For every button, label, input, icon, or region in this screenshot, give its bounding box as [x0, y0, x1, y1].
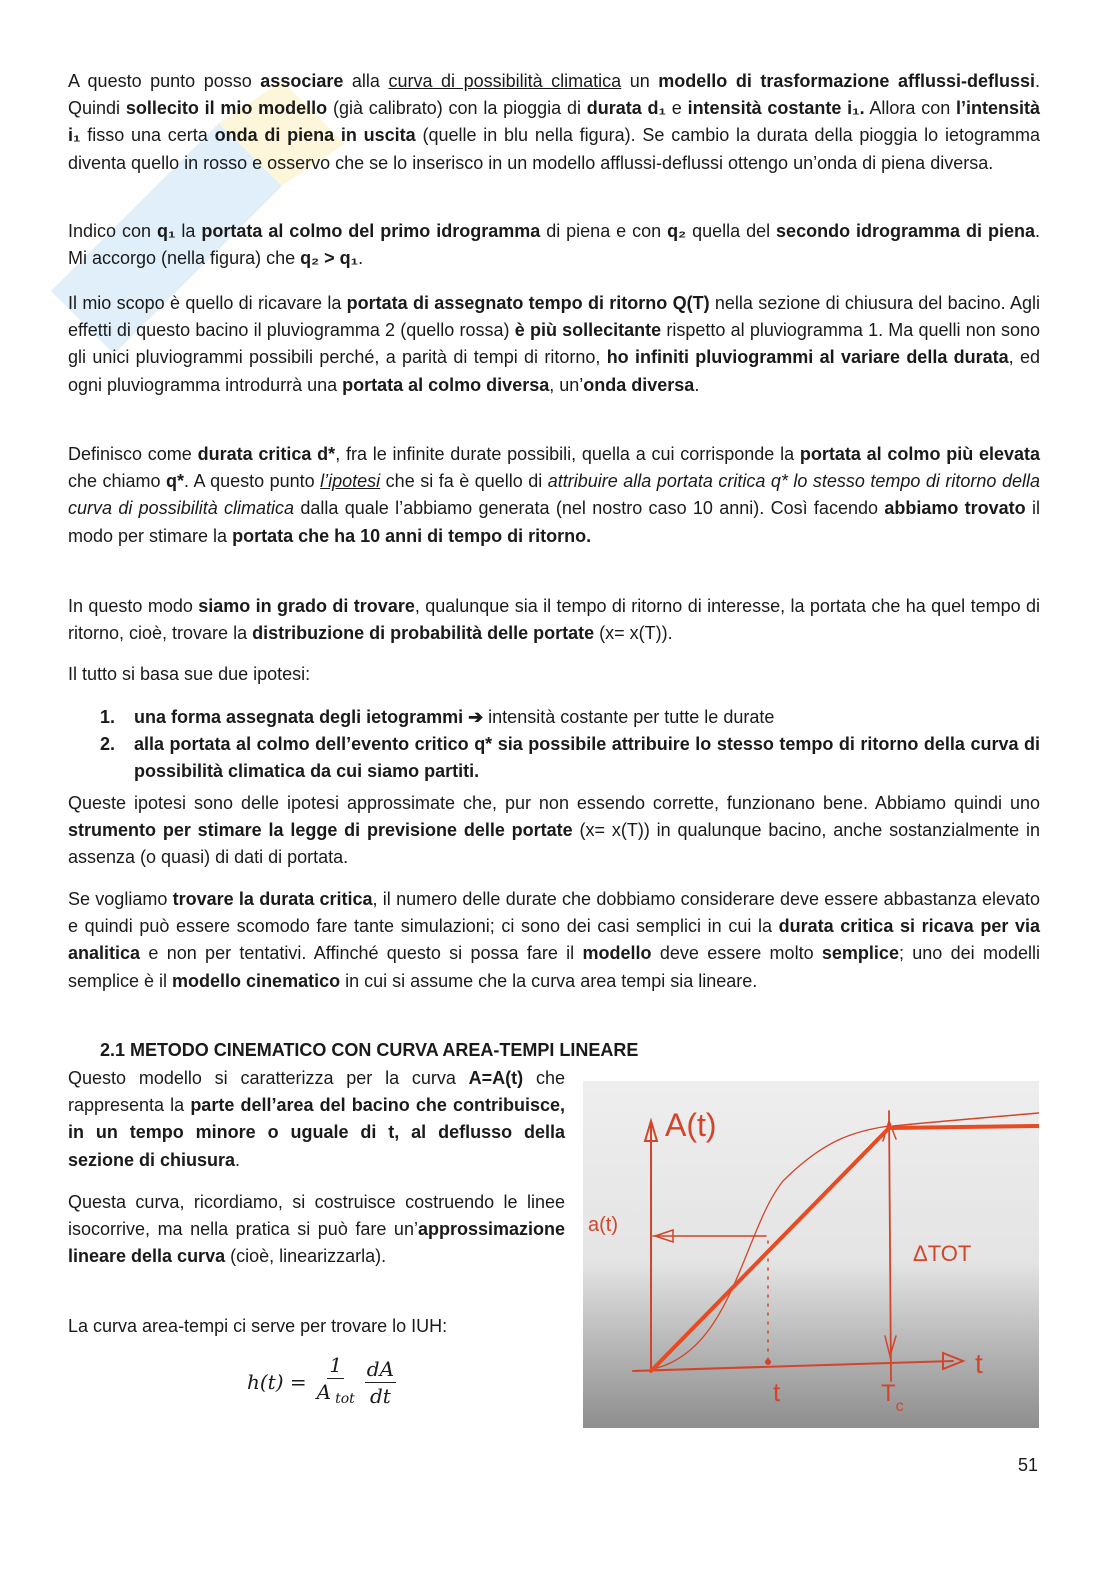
bold-text: durata critica d*: [197, 444, 336, 464]
bold-text: secondo idrogramma di piena: [776, 221, 1035, 241]
text-run: un: [621, 71, 659, 91]
text-run: (x= x(T)) in qualunque bacino, anche sostanzialmente in assenza (o quasi) di dati di portata.: [68, 820, 1040, 868]
bold-text: q₁: [156, 221, 176, 241]
page-number: 51: [1018, 1455, 1039, 1475]
bold-text: modello: [582, 943, 652, 964]
text-run: Definisco come: [68, 444, 198, 464]
bold-text: durata d₁: [586, 98, 666, 119]
text-run: , il numero delle durate che dobbiamo considerare deve essere abbastanza elevato e quindi può essere scomodo fare tante simulazioni; ci sono dei casi semplici in cui la: [68, 889, 1040, 937]
t-marker: [766, 1360, 771, 1365]
text-run: alla: [343, 71, 389, 91]
t-mark-label: t: [773, 1377, 781, 1407]
paragraph-curva-area: [68, 1065, 565, 1174]
list-item-text: [134, 734, 1040, 781]
bold-text: siamo in grado di trovare: [198, 596, 415, 616]
bold-text: onda di piena in uscita: [214, 125, 416, 146]
total-area-label: ΔTOT: [913, 1241, 972, 1266]
text-run: (quelle in blu nella figura). Se cambio la durata della pioggia lo ietogramma diventa quello in rosso e osservo che se lo inserisco in un modello afflussi-deflussi ottengo un’onda di piena diversa.: [68, 125, 1040, 173]
bold-text: l’intensità i₁: [68, 98, 1041, 146]
text-run: , qualunque sia il tempo di ritorno di interesse, la portata che ha quel tempo di ritorno, cioè, trovare la: [68, 596, 1040, 644]
paragraph-distribuzione: [68, 593, 1040, 647]
bold-text: portata che ha 10 anni di tempo di ritorno.: [232, 525, 592, 546]
bold-text: sollecito il mio modello: [125, 98, 328, 119]
text-run: e: [665, 98, 688, 119]
bold-text: semplice: [821, 943, 899, 964]
denominator-symbol: A: [316, 1380, 332, 1404]
bold-text: ho infiniti pluviogrammi al variare della durata: [606, 347, 1009, 368]
text-run: (x= x(T)).: [594, 623, 673, 644]
text-run: Queste ipotesi sono delle ipotesi approssimate che, pur non essendo corrette, funzionano bene. Abbiamo quindi uno: [68, 793, 1040, 813]
bold-text: portata di assegnato tempo di ritorno Q(T): [346, 293, 710, 313]
text-run: Questa curva, ricordiamo, si costruisce costruendo le linee isocorrive, ma nella pratica si può fare un’: [68, 1192, 565, 1240]
list-number: 2.: [100, 734, 116, 755]
text-run: . A questo punto: [184, 471, 321, 492]
text-run: di piena e con: [540, 221, 668, 241]
bold-text: intensità costante i₁.: [687, 98, 865, 119]
text-run: La curva area-tempi ci serve per trovare lo IUH:: [68, 1316, 448, 1336]
bold-text: portata al colmo più elevata: [799, 444, 1041, 464]
list-item: [100, 704, 1040, 731]
section-heading: 2.1 METODO CINEMATICO CON CURVA AREA-TEMPI LINEARE: [100, 1040, 639, 1060]
bold-text: onda diversa: [583, 374, 695, 395]
bold-text: portata al colmo diversa: [342, 374, 550, 395]
text-run: ; uno dei modelli semplice è il: [68, 943, 1040, 991]
text-run: e non per tentativi. Affinché questo si possa fare il: [140, 943, 583, 964]
bold-text: alla portata al colmo dell’evento critico q* sia possibile attribuire lo stesso tempo di ritorno della curva di possibilità climatica da cui siamo partiti.: [134, 734, 1040, 782]
text-run: nella sezione di chiusura del bacino. Agli effetti di questo bacino il pluviogramma 2 (quello rossa): [68, 293, 1040, 341]
text-run: che chiamo: [68, 471, 167, 492]
text-run: A questo punto posso: [68, 71, 261, 91]
paragraph-trovare-durata: [68, 886, 1040, 995]
italic-text: attribuire alla portata critica q* lo stesso tempo di ritorno della curva di possibilità climatica: [68, 471, 1040, 519]
text-run: deve essere molto: [651, 943, 822, 964]
text-run: in cui si assume che la curva area tempi sia lineare.: [340, 970, 758, 991]
bold-text: parte dell’area del bacino che contribuisce, in un tempo minore o uguale di t, al deflusso della sezione di chiusura: [68, 1095, 566, 1170]
paragraph-isocorrive: [68, 1189, 565, 1271]
bold-text: una forma assegnata degli ietogrammi ➔: [134, 707, 484, 727]
bold-text: modello di trasformazione afflussi-deflussi: [658, 71, 1035, 91]
text-run: .: [235, 1149, 241, 1170]
text-run: quella del: [686, 221, 777, 241]
text-run: , un’: [549, 374, 584, 395]
numerator: 1: [329, 1353, 343, 1377]
text-run: che rappresenta la: [68, 1068, 565, 1116]
text-run: Se vogliamo: [68, 889, 173, 909]
text-run: fisso una certa: [80, 125, 215, 146]
fraction-1-over-atot: [313, 1352, 359, 1412]
text-run: . Mi accorgo (nella figura) che: [68, 221, 1040, 269]
bold-text: è più sollecitante: [514, 320, 662, 341]
paragraph-scopo: [68, 290, 1040, 399]
text-run: . Quindi: [68, 71, 1040, 119]
fraction-da-dt: [365, 1356, 396, 1409]
bold-text: trovare la durata critica: [172, 889, 373, 909]
bold-text: durata critica si ricava per via analitica: [68, 916, 1040, 964]
text-run: dalla quale l’abbiamo generata (nel nostro caso 10 anni). Così facendo: [294, 498, 885, 519]
bold-text: q*: [166, 471, 185, 492]
paragraph-iuh: [68, 1313, 565, 1340]
text-run: intensità costante per tutte le durate: [483, 707, 775, 727]
bold-text: q₂ > q₁: [300, 248, 359, 269]
bold-text: strumento per stimare la legge di previsione delle portate: [68, 820, 573, 841]
text-run: , ed ogni pluviogramma introdurrà una: [68, 347, 1041, 395]
bold-text: A=A(t): [468, 1068, 524, 1088]
text-run: (cioè, linearizzarla).: [225, 1246, 387, 1267]
x-axis-label: t: [975, 1348, 983, 1379]
text-run: In questo modo: [68, 596, 199, 616]
list-item: [100, 731, 1040, 785]
tc-symbol: T: [881, 1380, 896, 1407]
paragraph-intro: [68, 68, 1040, 177]
italic-text: l’ipotesi: [320, 471, 381, 492]
paragraph-approssimazione: [68, 790, 1040, 872]
text-run: curva di possibilità climatica: [388, 71, 622, 91]
area-time-curve-figure: [583, 1081, 1039, 1428]
text-run: .: [694, 374, 700, 395]
bold-text: approssimazione lineare della curva: [68, 1219, 565, 1267]
paragraph-q1-q2: [68, 218, 1040, 272]
text-run: , fra le infinite durate possibili, quella a cui corrisponde la: [335, 444, 800, 464]
text-run: (già calibrato) con la pioggia di: [327, 98, 587, 119]
text-run: Allora con: [864, 98, 956, 119]
list-number: 1.: [100, 707, 116, 727]
level-label: a(t): [588, 1214, 618, 1236]
text-run: Il tutto si basa sue due ipotesi:: [68, 664, 311, 684]
paragraph-durata-critica: [68, 441, 1040, 550]
formula-lhs: h(t) =: [247, 1370, 307, 1394]
text-run: Il mio scopo è quello di ricavare la: [68, 293, 347, 313]
denominator-subscript: tot: [335, 1391, 355, 1407]
denominator: dt: [369, 1383, 391, 1408]
bold-text: modello cinematico: [172, 970, 341, 991]
denominator: [313, 1379, 359, 1412]
text-run: il modo per stimare la: [68, 498, 1040, 546]
bold-text: abbiamo trovato: [884, 498, 1026, 519]
hypotheses-list: [100, 704, 1040, 786]
tc-subscript: c: [895, 1398, 904, 1415]
bold-text: associare: [260, 71, 344, 91]
text-run: .: [358, 248, 364, 269]
text-run: Questo modello si caratterizza per la curva: [68, 1068, 469, 1088]
bold-text: portata al colmo del primo idrogramma: [201, 221, 541, 241]
text-run: che si fa è quello di: [380, 471, 548, 492]
text-run: la: [175, 221, 202, 241]
bold-text: distribuzione di probabilità delle portate: [252, 623, 595, 644]
paragraph-ipotesi-intro: [68, 661, 1040, 688]
iuh-formula: [247, 1352, 396, 1412]
y-axis-label: A(t): [665, 1107, 717, 1143]
text-run: rispetto al pluviogramma 1. Ma quelli non sono gli unici pluviogrammi possibili perché, a parità di tempi di ritorno,: [68, 320, 1041, 368]
numerator: dA: [366, 1356, 395, 1381]
list-item-text: [134, 707, 774, 727]
bold-text: q₂: [667, 221, 687, 241]
text-run: Indico con: [68, 221, 157, 241]
